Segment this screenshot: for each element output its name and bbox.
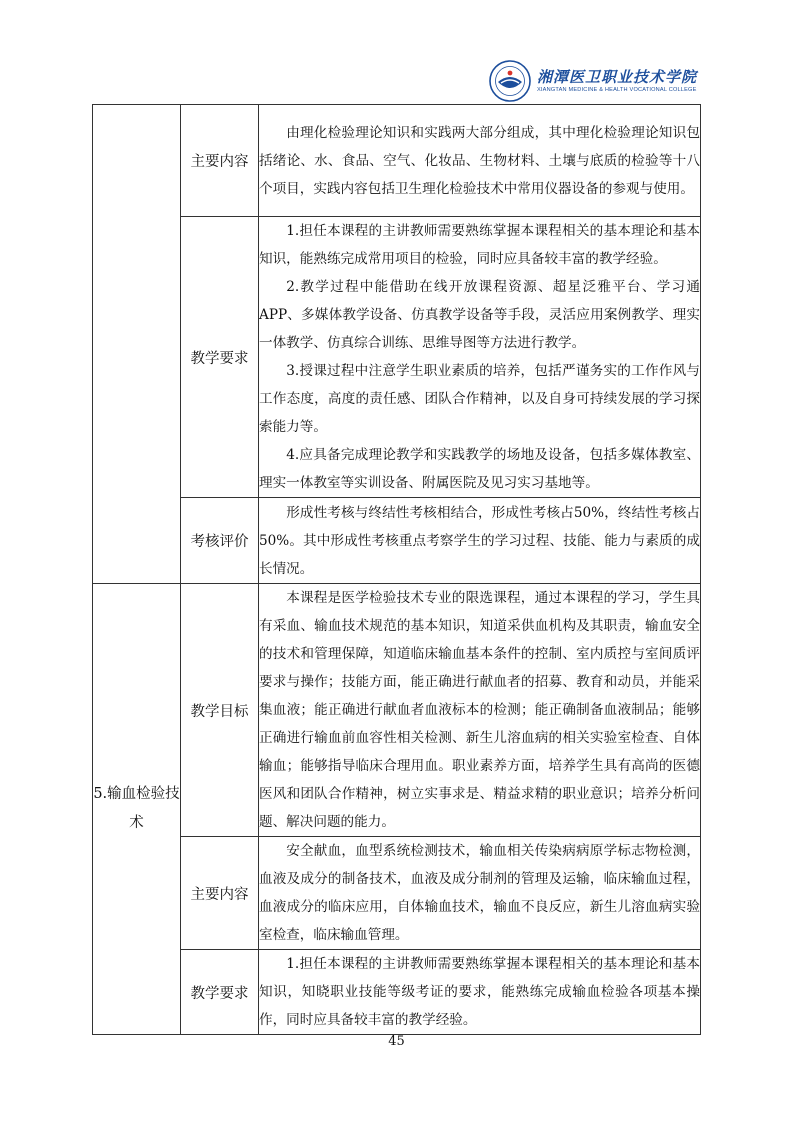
table-row [93,105,701,217]
row-content [259,105,701,217]
course-cell-empty [93,105,181,584]
page-number: 45 [388,1034,405,1049]
content-paragraph: 1.担任本课程的主讲教师需要熟练掌握本课程相关的基本理论和基本知识，能熟练完成常用项目的检验，同时应具备较丰富的教学经验。 [259,223,700,267]
content-paragraph: 由理化检验理论知识和实践两大部分组成，其中理化检验理论知识包括绪论、水、食品、空气、化妆品、生物材料、土壤与底质的检验等十八个项目，实践内容包括卫生理化检验技术中常用仪器设备的参观与使用。 [259,124,700,197]
table-row [93,498,701,584]
row-content [259,837,701,950]
content-paragraph: 安全献血，血型系统检测技术，输血相关传染病病原学标志物检测，血液及成分的制备技术，血液及成分制剂的管理及运输，临床输血过程，血液成分的临床应用，自体输血技术，输血不良反应，新生儿溶血病实验室检查，临床输血管理。 [259,843,700,943]
row-label: 教学要求 [181,217,259,498]
row-label: 教学要求 [181,950,259,1035]
table-row [93,837,701,950]
row-label: 主要内容 [181,837,259,950]
row-label: 考核评价 [181,498,259,584]
row-content [259,950,701,1035]
row-content [259,584,701,837]
row-label: 教学目标 [181,584,259,837]
content-paragraph: 本课程是医学检验技术专业的限选课程，通过本课程的学习，学生具有采血、输血技术规范的基本知识，知道采供血机构及其职责，输血安全的技术和管理保障，知道临床输血基本条件的控制、室内质控与室间质评要求与操作；技能方面，能正确进行献血者的招募、教育和动员，并能采集血液；能正确进行献血者血液标本的检测；能正确制备血液制品；能够正确进行输血前血容性相关检测、新生儿溶血病的相关实验室检查、自体输血；能够指导临床合理用血。职业素养方面，培养学生具有高尚的医德医风和团队合作精神，树立实事求是、精益求精的职业意识；培养分析问题、解决问题的能力。 [259,590,700,830]
content-paragraph: 2.教学过程中能借助在线开放课程资源、超星泛雅平台、学习通APP、多媒体教学设备、仿真教学设备等手段，灵活应用案例教学、理实一体教学、仿真综合训练、思维导图等方法进行教学。 [259,279,700,351]
college-name-cn: 湘潭医卫职业技术学院 [536,68,697,86]
college-name-en: XIANGTAN MEDICINE & HEALTH VOCATIONAL COLLEGE [536,87,697,93]
curriculum-table [92,104,701,1035]
page-header [489,60,697,102]
row-content [259,217,701,498]
table-row [93,584,701,837]
row-label: 主要内容 [181,105,259,217]
content-paragraph: 4.应具备完成理论教学和实践教学的场地及设备，包括多媒体教室、理实一体教室等实训设备、附属医院及见习实习基地等。 [259,447,700,491]
college-seal-icon [489,60,531,102]
content-paragraph: 1.担任本课程的主讲教师需要熟练掌握本课程相关的基本理论和基本知识，知晓职业技能等级考证的要求，能熟练完成输血检验各项基本操作，同时应具备较丰富的教学经验。 [259,956,700,1028]
row-content [259,498,701,584]
table-row [93,950,701,1035]
table-row [93,217,701,498]
content-paragraph: 3.授课过程中注意学生职业素质的培养，包括严谨务实的工作作风与工作态度，高度的责任感、团队合作精神，以及自身可持续发展的学习探索能力等。 [259,363,700,435]
content-paragraph: 形成性考核与终结性考核相结合，形成性考核占50%，终结性考核占50%。其中形成性考核重点考察学生的学习过程、技能、能力与素质的成长情况。 [259,504,700,577]
course-name: 5.输血检验技术 [93,584,181,1035]
